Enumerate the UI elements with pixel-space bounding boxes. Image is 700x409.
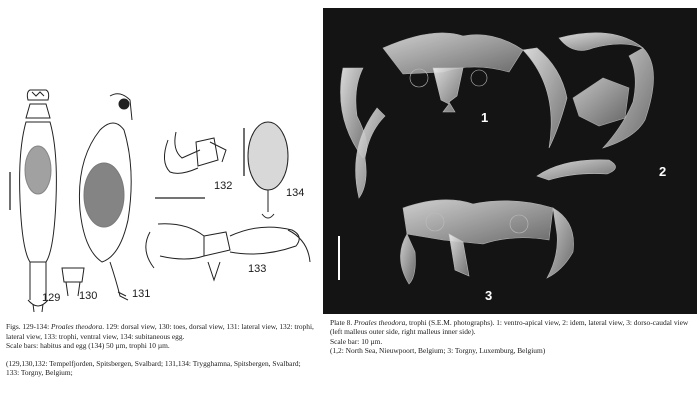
fig-132-label: 132 [214, 180, 233, 192]
sem-label-1: 1 [481, 110, 489, 125]
left-caption-localities-1: (129,130,132: Tempelfjorden, Spitsbergen, Svalbard; 131,134: Trygghamna, Spitsbergen, Svalbard; [6, 358, 301, 368]
line-drawings [0, 0, 322, 318]
fig-134-label: 134 [286, 187, 305, 199]
right-caption-localities: (1,2: North Sea, Nieuwpoort, Belgium; 3: Torgny, Luxemburg, Belgium) [330, 346, 546, 356]
fig-130-label: 130 [79, 290, 98, 302]
caption-plate-description-text: , trophi (S.E.M. photographs). 1: ventro-apical view, 2: idem, lateral view, 3: dorso-caudal view (left malleus outer side, right malleus inner side). [330, 318, 689, 337]
fig-134-egg [248, 122, 288, 218]
fig-129-label: 129 [42, 292, 61, 304]
fig-131-label: 131 [132, 288, 151, 300]
fig-132-trophi-lateral [164, 132, 226, 173]
fig-131-lateral-view [79, 94, 132, 300]
caption-description-text: . 129: dorsal view, 130: toes, dorsal view, 131: lateral view, 132: trophi, lateral view, 133: trophi, ventral view, 134: subitaneous egg. [6, 322, 314, 341]
right-caption-description [330, 318, 696, 337]
sem-label-3: 3 [485, 288, 493, 303]
caption-species-name: Proales theodora [50, 322, 103, 331]
sem-label-2: 2 [659, 164, 667, 179]
left-caption-scale: Scale bars: habitus and egg (134) 50 µm, trophi 10 µm. [6, 341, 170, 351]
left-caption-description [6, 322, 324, 341]
sem-trophi-3 [356, 108, 574, 284]
fig-133-trophi-ventral [146, 224, 310, 280]
fig-129-dorsal-view [20, 90, 57, 312]
left-figure-caption [6, 322, 324, 378]
right-plate-caption [330, 318, 696, 356]
caption-figs-prefix: Figs. 129-134: [6, 322, 51, 331]
left-caption-localities-2: 133: Torgny, Belgium; [6, 368, 73, 378]
caption-plate-species-name: Proales theodora [354, 318, 406, 327]
caption-plate-prefix: Plate 8. [330, 318, 355, 327]
sem-photographs [323, 8, 697, 314]
fig-133-label: 133 [248, 263, 267, 275]
sem-trophi-1 [341, 33, 568, 158]
sem-plate [323, 8, 697, 314]
right-caption-scale: Scale bar: 10 µm. [330, 336, 383, 346]
